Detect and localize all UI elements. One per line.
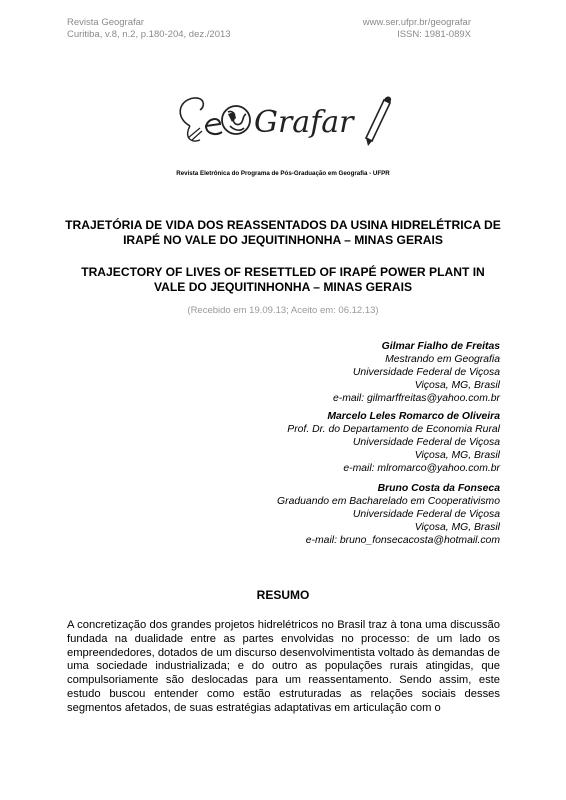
author-location: Viçosa, MG, Brasil (414, 450, 500, 462)
received-accepted-dates: (Recebido em 19.09.13; Aceito em: 06.12.13) (187, 305, 379, 316)
journal-name: Revista Geografar (67, 17, 145, 28)
running-header-left (67, 17, 231, 41)
logo-subtitle: Revista Eletrônica do Programa de Pós-Graduação em Geografia - UFPR (176, 170, 390, 177)
author-position: Mestrando em Geografia (385, 354, 500, 366)
author-location: Viçosa, MG, Brasil (414, 380, 500, 392)
article-title-pt: TRAJETÓRIA DE VIDA DOS REASSENTADOS DA USINA HIDRELÉTRICA DE IRAPÉ NO VALE DO JEQUITINHONHA – MINAS GERAIS (65, 218, 501, 247)
author-affiliation: Universidade Federal de Viçosa (352, 437, 500, 449)
author-block (333, 340, 500, 405)
author-position: Prof. Dr. do Departamento de Economia Rural (287, 424, 500, 436)
author-email: e-mail: mlromarco@yahoo.com.br (343, 463, 500, 475)
issn: ISSN: 1981-089X (397, 29, 471, 40)
abstract-text: A concretização dos grandes projetos hidrelétricos no Brasil traz à tona uma discussão fundada na dualidade entre as partes envolvidas no processo: de um lado os empreendedores, dotados de um discurso desenvolvimentista voltado às demandas de uma sociedade industrializada; e do outro as populações rurais atingidas, que compulsoriamente são deslocadas para um reassentamento. Sendo assim, este estudo buscou entender como estão estruturadas as relações sociais desses segmentos afetados, de suas estratégias adaptativas em articulação com o (67, 619, 500, 714)
running-header-right (363, 17, 471, 41)
author-position: Graduando em Bacharelado em Cooperativismo (277, 496, 500, 508)
author-name: Gilmar Fialho de Freitas (381, 341, 500, 352)
author-location: Viçosa, MG, Brasil (414, 522, 500, 534)
author-email: e-mail: gilmarffreitas@yahoo.com.br (332, 393, 500, 405)
author-email: e-mail: bruno_fonsecacosta@hotmail.com (305, 535, 500, 547)
citation-info: Curitiba, v.8, n.2, p.180-204, dez./2013 (67, 29, 231, 40)
author-name: Marcelo Leles Romarco de Oliveira (327, 411, 500, 422)
abstract-heading: RESUMO (256, 588, 310, 602)
author-affiliation: Universidade Federal de Viçosa (352, 509, 500, 521)
author-affiliation: Universidade Federal de Viçosa (352, 367, 500, 379)
article-title-en-line: TRAJECTORY OF LIVES OF RESETTLED OF IRAPÉ POWER PLANT IN (81, 265, 485, 279)
geografar-logo (170, 88, 400, 158)
author-name: Bruno Costa da Fonseca (377, 483, 500, 494)
logo-text: Grafar (254, 105, 354, 140)
author-block (277, 482, 500, 547)
journal-url: www.ser.ufpr.br/geografar (362, 17, 471, 28)
article-title-en-line: VALE DO JEQUITINHONHA – MINAS GERAIS (153, 280, 413, 294)
author-block (287, 410, 500, 475)
article-title-en (60, 265, 506, 295)
